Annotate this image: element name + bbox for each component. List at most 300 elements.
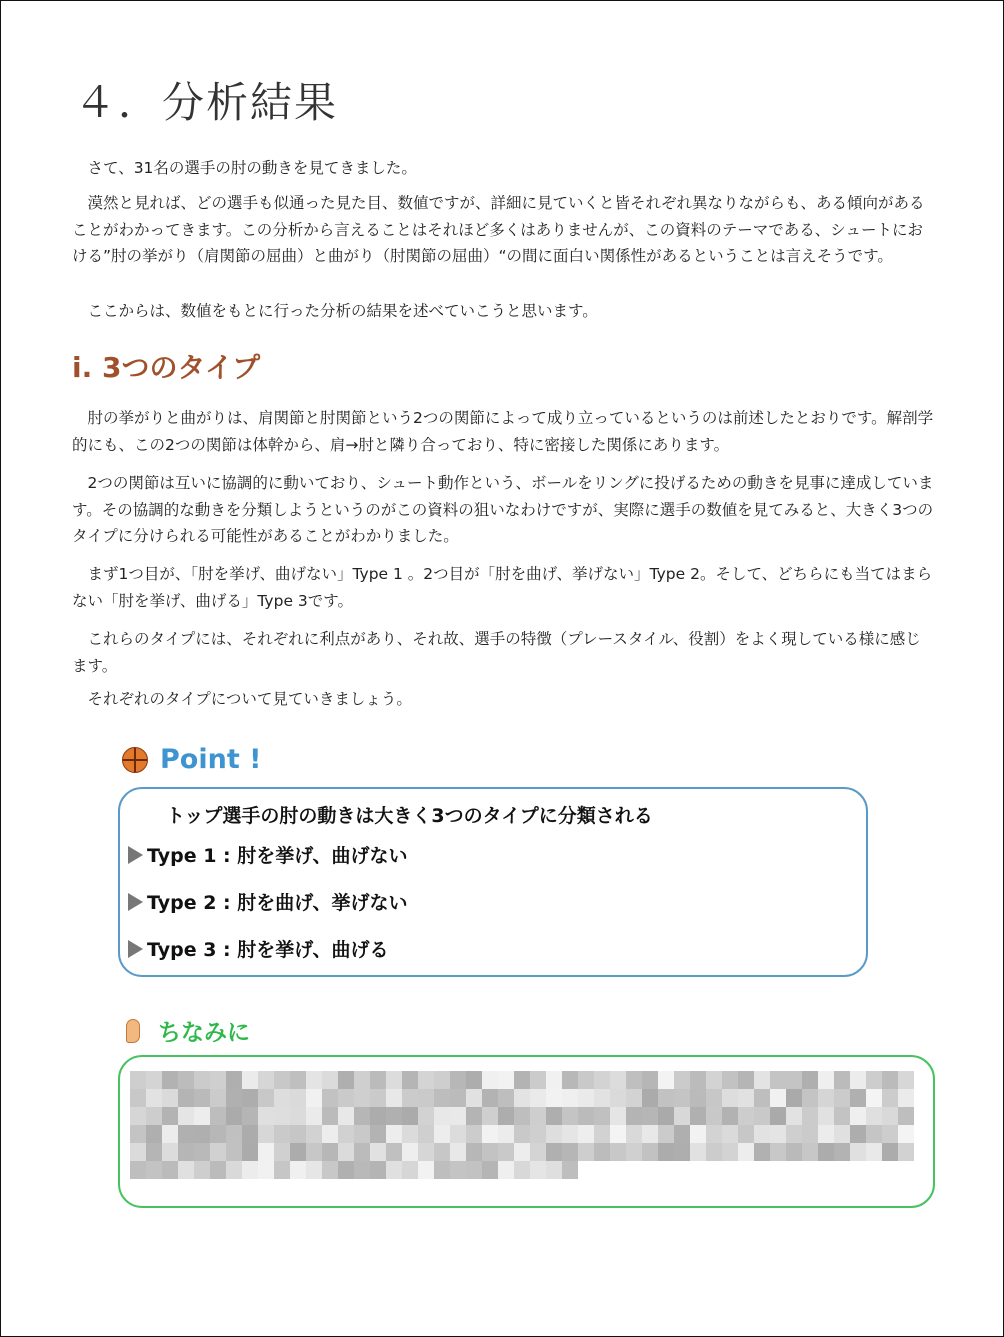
mosaic-cell xyxy=(674,1071,690,1089)
mosaic-cell xyxy=(322,1071,338,1089)
mosaic-cell xyxy=(770,1107,786,1125)
section-paragraph: これらのタイプには、それぞれに利点があり、それ故、選手の特徴（プレースタイル、役割）をよく現している様に感じます。 xyxy=(72,630,921,675)
mosaic-cell xyxy=(546,1089,562,1107)
mosaic-cell xyxy=(610,1143,626,1161)
mosaic-cell xyxy=(226,1071,242,1089)
mosaic-cell xyxy=(242,1089,258,1107)
mosaic-cell xyxy=(242,1143,258,1161)
mosaic-cell xyxy=(802,1125,818,1143)
mosaic-cell xyxy=(690,1143,706,1161)
triangle-bullet-icon xyxy=(128,940,143,958)
mosaic-cell xyxy=(290,1089,306,1107)
mosaic-cell xyxy=(562,1107,578,1125)
mosaic-cell xyxy=(722,1107,738,1125)
mosaic-cell xyxy=(866,1161,882,1179)
mosaic-cell xyxy=(178,1161,194,1179)
type-item xyxy=(128,841,407,868)
mosaic-cell xyxy=(418,1143,434,1161)
mosaic-cell xyxy=(370,1071,386,1089)
mosaic-cell xyxy=(690,1161,706,1179)
triangle-bullet-icon xyxy=(128,846,143,864)
mosaic-cell xyxy=(498,1071,514,1089)
mosaic-cell xyxy=(338,1143,354,1161)
mosaic-cell xyxy=(674,1107,690,1125)
mosaic-cell xyxy=(274,1071,290,1089)
mosaic-cell xyxy=(626,1143,642,1161)
mosaic-cell xyxy=(258,1125,274,1143)
mosaic-cell xyxy=(290,1143,306,1161)
mosaic-cell xyxy=(210,1143,226,1161)
section-paragraph: まず1つ目が、「肘を挙げ、曲げない」Type 1 。2つ目が「肘を曲げ、挙げない」Type 2。そして、どちらにも当てはまらない「肘を挙げ、曲げる」Type 3です。 xyxy=(72,565,933,610)
mosaic-cell xyxy=(770,1161,786,1179)
mosaic-cell xyxy=(738,1161,754,1179)
mosaic-cell xyxy=(306,1143,322,1161)
mosaic-cell xyxy=(162,1161,178,1179)
mosaic-cell xyxy=(866,1107,882,1125)
mosaic-cell xyxy=(498,1143,514,1161)
mosaic-cell xyxy=(674,1143,690,1161)
mosaic-cell xyxy=(402,1107,418,1125)
mosaic-cell xyxy=(194,1107,210,1125)
mosaic-cell xyxy=(738,1071,754,1089)
mosaic-cell xyxy=(802,1143,818,1161)
type-item xyxy=(128,935,388,962)
mosaic-cell xyxy=(738,1143,754,1161)
mosaic-cell xyxy=(226,1143,242,1161)
ear-icon xyxy=(126,1019,140,1043)
mosaic-cell xyxy=(562,1089,578,1107)
mosaic-cell xyxy=(594,1125,610,1143)
mosaic-cell xyxy=(178,1071,194,1089)
pixelated-text xyxy=(130,1071,914,1179)
mosaic-cell xyxy=(786,1089,802,1107)
mosaic-cell xyxy=(626,1107,642,1125)
mosaic-cell xyxy=(578,1089,594,1107)
type-label: Type 3 : 肘を挙げ、曲げる xyxy=(147,939,389,961)
mosaic-cell xyxy=(770,1125,786,1143)
mosaic-cell xyxy=(146,1089,162,1107)
mosaic-cell xyxy=(130,1161,146,1179)
mosaic-cell xyxy=(610,1125,626,1143)
mosaic-cell xyxy=(226,1089,242,1107)
mosaic-cell xyxy=(706,1125,722,1143)
mosaic-cell xyxy=(146,1125,162,1143)
mosaic-cell xyxy=(194,1071,210,1089)
mosaic-cell xyxy=(786,1125,802,1143)
mosaic-cell xyxy=(210,1089,226,1107)
mosaic-cell xyxy=(722,1089,738,1107)
mosaic-cell xyxy=(818,1125,834,1143)
section-text xyxy=(72,470,934,550)
mosaic-cell xyxy=(578,1161,594,1179)
mosaic-cell xyxy=(434,1089,450,1107)
mosaic-cell xyxy=(642,1143,658,1161)
mosaic-cell xyxy=(418,1089,434,1107)
mosaic-cell xyxy=(834,1143,850,1161)
mosaic-cell xyxy=(226,1161,242,1179)
point-header xyxy=(122,744,261,775)
mosaic-cell xyxy=(482,1161,498,1179)
mosaic-cell xyxy=(402,1089,418,1107)
mosaic-cell xyxy=(850,1125,866,1143)
mosaic-cell xyxy=(290,1107,306,1125)
mosaic-cell xyxy=(594,1107,610,1125)
mosaic-cell xyxy=(882,1161,898,1179)
mosaic-cell xyxy=(722,1071,738,1089)
mosaic-cell xyxy=(290,1125,306,1143)
mosaic-cell xyxy=(434,1107,450,1125)
mosaic-cell xyxy=(306,1125,322,1143)
mosaic-cell xyxy=(626,1089,642,1107)
mosaic-cell xyxy=(530,1161,546,1179)
mosaic-cell xyxy=(242,1125,258,1143)
point-heading: トップ選手の肘の動きは大きく3つのタイプに分類される xyxy=(166,805,653,827)
mosaic-cell xyxy=(418,1161,434,1179)
mosaic-cell xyxy=(354,1161,370,1179)
mosaic-cell xyxy=(834,1089,850,1107)
mosaic-cell xyxy=(882,1107,898,1125)
mosaic-cell xyxy=(338,1071,354,1089)
mosaic-cell xyxy=(546,1125,562,1143)
intro-text xyxy=(72,155,934,182)
mosaic-cell xyxy=(578,1125,594,1143)
mosaic-cell xyxy=(194,1143,210,1161)
mosaic-cell xyxy=(514,1143,530,1161)
mosaic-cell xyxy=(642,1071,658,1089)
mosaic-cell xyxy=(882,1071,898,1089)
mosaic-cell xyxy=(690,1107,706,1125)
mosaic-cell xyxy=(226,1125,242,1143)
mosaic-cell xyxy=(258,1107,274,1125)
mosaic-cell xyxy=(226,1107,242,1125)
mosaic-cell xyxy=(562,1143,578,1161)
mosaic-cell xyxy=(658,1125,674,1143)
mosaic-cell xyxy=(338,1107,354,1125)
mosaic-cell xyxy=(898,1161,914,1179)
mosaic-cell xyxy=(898,1089,914,1107)
mosaic-cell xyxy=(530,1107,546,1125)
mosaic-cell xyxy=(242,1107,258,1125)
section-heading: i. 3つのタイプ xyxy=(72,351,261,384)
mosaic-cell xyxy=(786,1143,802,1161)
mosaic-cell xyxy=(242,1071,258,1089)
mosaic-cell xyxy=(210,1161,226,1179)
mosaic-cell xyxy=(370,1143,386,1161)
mosaic-cell xyxy=(194,1161,210,1179)
mosaic-cell xyxy=(802,1161,818,1179)
mosaic-cell xyxy=(402,1071,418,1089)
mosaic-cell xyxy=(290,1161,306,1179)
mosaic-cell xyxy=(818,1071,834,1089)
mosaic-cell xyxy=(290,1071,306,1089)
mosaic-cell xyxy=(754,1089,770,1107)
mosaic-cell xyxy=(210,1125,226,1143)
mosaic-cell xyxy=(546,1107,562,1125)
mosaic-cell xyxy=(178,1143,194,1161)
mosaic-cell xyxy=(786,1161,802,1179)
intro-paragraph: さて、31名の選手の肘の動きを見てきました。 xyxy=(87,159,417,177)
mosaic-cell xyxy=(498,1125,514,1143)
mosaic-cell xyxy=(130,1143,146,1161)
mosaic-cell xyxy=(498,1161,514,1179)
mosaic-cell xyxy=(754,1071,770,1089)
mosaic-cell xyxy=(322,1125,338,1143)
mosaic-cell xyxy=(194,1125,210,1143)
mosaic-cell xyxy=(610,1089,626,1107)
mosaic-cell xyxy=(514,1071,530,1089)
mosaic-cell xyxy=(770,1089,786,1107)
mosaic-cell xyxy=(818,1089,834,1107)
mosaic-cell xyxy=(834,1071,850,1089)
mosaic-cell xyxy=(786,1107,802,1125)
mosaic-cell xyxy=(706,1089,722,1107)
mosaic-cell xyxy=(562,1125,578,1143)
mosaic-cell xyxy=(274,1107,290,1125)
mosaic-cell xyxy=(482,1125,498,1143)
mosaic-cell xyxy=(482,1143,498,1161)
mosaic-cell xyxy=(610,1161,626,1179)
mosaic-cell xyxy=(402,1125,418,1143)
mosaic-cell xyxy=(354,1143,370,1161)
mosaic-cell xyxy=(354,1071,370,1089)
mosaic-cell xyxy=(594,1143,610,1161)
mosaic-cell xyxy=(498,1089,514,1107)
mosaic-cell xyxy=(450,1125,466,1143)
mosaic-cell xyxy=(658,1071,674,1089)
mosaic-cell xyxy=(466,1143,482,1161)
mosaic-cell xyxy=(178,1089,194,1107)
page-title: ４．分析結果 xyxy=(74,78,339,127)
mosaic-cell xyxy=(802,1107,818,1125)
mosaic-cell xyxy=(898,1071,914,1089)
mosaic-cell xyxy=(274,1125,290,1143)
mosaic-cell xyxy=(178,1125,194,1143)
mosaic-cell xyxy=(658,1107,674,1125)
section-paragraph: それぞれのタイプについて見ていきましょう。 xyxy=(87,690,412,708)
mosaic-cell xyxy=(530,1143,546,1161)
chinami-box xyxy=(118,1055,935,1208)
mosaic-cell xyxy=(898,1143,914,1161)
mosaic-cell xyxy=(210,1107,226,1125)
mosaic-cell xyxy=(642,1125,658,1143)
mosaic-cell xyxy=(818,1161,834,1179)
mosaic-cell xyxy=(834,1161,850,1179)
point-label: Point ! xyxy=(160,744,262,775)
mosaic-cell xyxy=(866,1089,882,1107)
intro-text xyxy=(72,190,934,270)
mosaic-cell xyxy=(370,1107,386,1125)
mosaic-cell xyxy=(818,1143,834,1161)
triangle-bullet-icon xyxy=(128,893,143,911)
mosaic-cell xyxy=(162,1143,178,1161)
mosaic-cell xyxy=(546,1161,562,1179)
mosaic-cell xyxy=(898,1125,914,1143)
section-paragraph: 2つの関節は互いに協調的に動いており、シュート動作という、ボールをリングに投げるための動きを見事に達成しています。その協調的な動きを分類しようというのがこの資料の狙いなわけですが、実際に選手の数値を見てみると、大きく3つのタイプに分けられる可能性があることがわかりました。 xyxy=(72,474,934,545)
mosaic-cell xyxy=(562,1161,578,1179)
mosaic-cell xyxy=(882,1089,898,1107)
mosaic-cell xyxy=(546,1143,562,1161)
mosaic-cell xyxy=(610,1071,626,1089)
mosaic-cell xyxy=(562,1071,578,1089)
mosaic-cell xyxy=(578,1143,594,1161)
mosaic-cell xyxy=(802,1071,818,1089)
basketball-icon xyxy=(122,747,148,773)
mosaic-cell xyxy=(578,1107,594,1125)
point-box xyxy=(118,787,868,977)
mosaic-cell xyxy=(402,1161,418,1179)
mosaic-cell xyxy=(274,1089,290,1107)
mosaic-cell xyxy=(354,1107,370,1125)
mosaic-cell xyxy=(450,1107,466,1125)
type-label: Type 1 : 肘を挙げ、曲げない xyxy=(147,845,408,867)
intro-paragraph: 漠然と見れば、どの選手も似通った見た目、数値ですが、詳細に見ていくと皆それぞれ異なりながらも、ある傾向があることがわかってきます。この分析から言えることはそれほど多くはありませんが、この資料のテーマである、シュートにおける”肘の挙がり（肩関節の屈曲）と曲がり（肘関節の屈曲）“の間に面白い関係性があるということは言えそうです。 xyxy=(72,194,925,265)
mosaic-cell xyxy=(306,1161,322,1179)
mosaic-cell xyxy=(642,1161,658,1179)
mosaic-cell xyxy=(882,1143,898,1161)
mosaic-cell xyxy=(658,1089,674,1107)
mosaic-cell xyxy=(466,1125,482,1143)
mosaic-cell xyxy=(898,1107,914,1125)
mosaic-cell xyxy=(466,1089,482,1107)
mosaic-cell xyxy=(178,1107,194,1125)
mosaic-cell xyxy=(658,1161,674,1179)
mosaic-cell xyxy=(642,1107,658,1125)
mosaic-cell xyxy=(258,1143,274,1161)
mosaic-cell xyxy=(642,1089,658,1107)
mosaic-cell xyxy=(674,1161,690,1179)
mosaic-cell xyxy=(498,1107,514,1125)
mosaic-cell xyxy=(674,1089,690,1107)
intro-paragraph: ここからは、数値をもとに行った分析の結果を述べていこうと思います。 xyxy=(87,302,598,320)
mosaic-cell xyxy=(882,1125,898,1143)
mosaic-cell xyxy=(866,1143,882,1161)
mosaic-cell xyxy=(370,1089,386,1107)
mosaic-cell xyxy=(722,1125,738,1143)
mosaic-cell xyxy=(354,1089,370,1107)
type-item xyxy=(128,888,407,915)
mosaic-cell xyxy=(450,1161,466,1179)
mosaic-cell xyxy=(754,1125,770,1143)
mosaic-cell xyxy=(386,1107,402,1125)
intro-text xyxy=(72,298,934,325)
mosaic-cell xyxy=(450,1143,466,1161)
mosaic-cell xyxy=(514,1161,530,1179)
mosaic-cell xyxy=(418,1125,434,1143)
mosaic-cell xyxy=(706,1071,722,1089)
mosaic-cell xyxy=(514,1089,530,1107)
mosaic-cell xyxy=(802,1089,818,1107)
mosaic-cell xyxy=(338,1161,354,1179)
mosaic-cell xyxy=(434,1143,450,1161)
mosaic-cell xyxy=(194,1089,210,1107)
mosaic-cell xyxy=(306,1107,322,1125)
mosaic-cell xyxy=(738,1089,754,1107)
mosaic-cell xyxy=(722,1143,738,1161)
mosaic-cell xyxy=(866,1071,882,1089)
mosaic-cell xyxy=(850,1107,866,1125)
section-text xyxy=(72,405,934,458)
mosaic-cell xyxy=(130,1107,146,1125)
mosaic-cell xyxy=(690,1089,706,1107)
mosaic-cell xyxy=(482,1071,498,1089)
mosaic-cell xyxy=(450,1071,466,1089)
mosaic-cell xyxy=(338,1089,354,1107)
mosaic-cell xyxy=(850,1143,866,1161)
mosaic-cell xyxy=(274,1161,290,1179)
mosaic-cell xyxy=(466,1071,482,1089)
mosaic-cell xyxy=(514,1125,530,1143)
mosaic-cell xyxy=(626,1071,642,1089)
mosaic-cell xyxy=(130,1125,146,1143)
mosaic-cell xyxy=(130,1089,146,1107)
mosaic-cell xyxy=(754,1161,770,1179)
type-label: Type 2 : 肘を曲げ、挙げない xyxy=(147,892,408,914)
mosaic-cell xyxy=(322,1107,338,1125)
mosaic-cell xyxy=(306,1089,322,1107)
mosaic-cell xyxy=(754,1107,770,1125)
mosaic-cell xyxy=(146,1161,162,1179)
mosaic-cell xyxy=(402,1143,418,1161)
mosaic-cell xyxy=(162,1125,178,1143)
mosaic-cell xyxy=(546,1071,562,1089)
mosaic-cell xyxy=(386,1125,402,1143)
mosaic-cell xyxy=(770,1071,786,1089)
mosaic-cell xyxy=(162,1071,178,1089)
mosaic-cell xyxy=(450,1089,466,1107)
mosaic-cell xyxy=(418,1107,434,1125)
mosaic-cell xyxy=(770,1143,786,1161)
mosaic-cell xyxy=(242,1161,258,1179)
mosaic-cell xyxy=(754,1143,770,1161)
mosaic-cell xyxy=(386,1089,402,1107)
mosaic-cell xyxy=(210,1071,226,1089)
mosaic-cell xyxy=(258,1161,274,1179)
mosaic-cell xyxy=(834,1107,850,1125)
mosaic-cell xyxy=(354,1125,370,1143)
mosaic-cell xyxy=(146,1143,162,1161)
mosaic-cell xyxy=(258,1089,274,1107)
mosaic-cell xyxy=(370,1161,386,1179)
mosaic-cell xyxy=(162,1089,178,1107)
mosaic-cell xyxy=(834,1125,850,1143)
mosaic-cell xyxy=(706,1161,722,1179)
mosaic-cell xyxy=(466,1107,482,1125)
section-text xyxy=(72,686,934,713)
mosaic-cell xyxy=(146,1107,162,1125)
mosaic-cell xyxy=(674,1125,690,1143)
mosaic-cell xyxy=(594,1089,610,1107)
mosaic-cell xyxy=(274,1143,290,1161)
mosaic-cell xyxy=(322,1161,338,1179)
mosaic-cell xyxy=(610,1107,626,1125)
mosaic-cell xyxy=(738,1107,754,1125)
mosaic-cell xyxy=(482,1107,498,1125)
mosaic-cell xyxy=(514,1107,530,1125)
mosaic-cell xyxy=(738,1125,754,1143)
mosaic-cell xyxy=(626,1161,642,1179)
mosaic-cell xyxy=(706,1107,722,1125)
section-text xyxy=(72,561,934,614)
mosaic-cell xyxy=(322,1089,338,1107)
mosaic-cell xyxy=(130,1071,146,1089)
mosaic-cell xyxy=(386,1143,402,1161)
mosaic-cell xyxy=(386,1161,402,1179)
chinami-label: ちなみに xyxy=(158,1020,250,1046)
mosaic-cell xyxy=(722,1161,738,1179)
mosaic-cell xyxy=(818,1107,834,1125)
mosaic-cell xyxy=(658,1143,674,1161)
mosaic-cell xyxy=(530,1125,546,1143)
